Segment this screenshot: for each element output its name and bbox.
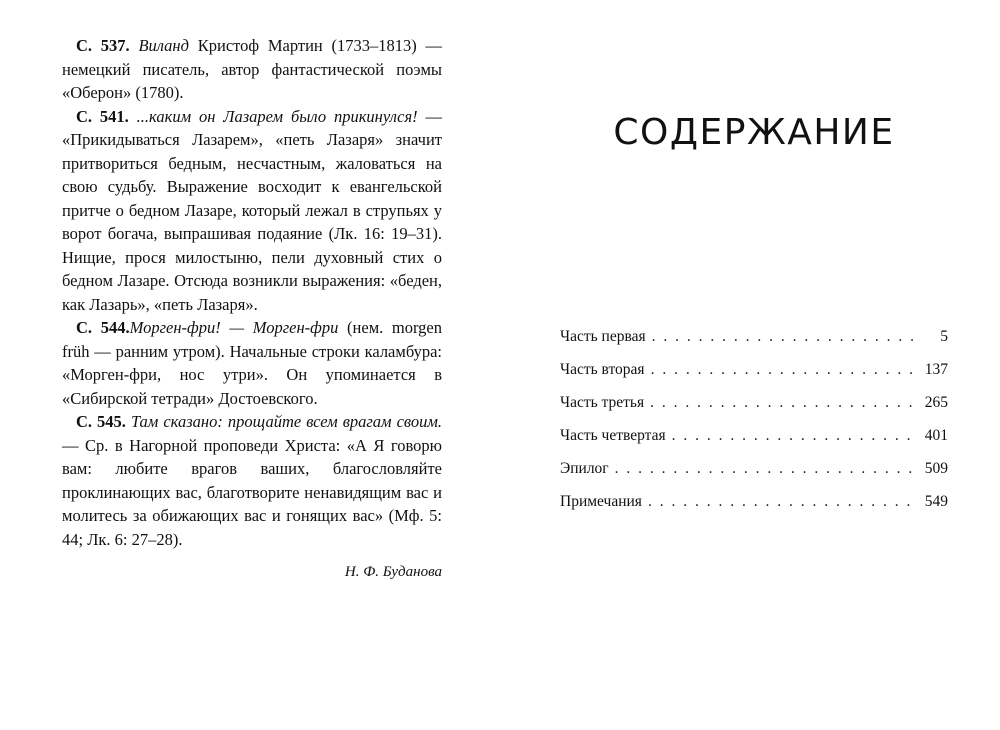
toc-entry-label: Примечания: [560, 493, 642, 510]
note-text: — «Прикидываться Лазарем», «петь Лазаря» значит притвориться бедным, несчастным, жаловаться на свою судьбу. Выражение восходит к евангельской притче о бедном Лазаре, который лежал в струпьях у ворот богача, выпрашивая подаяние (Лк. 16: 19–31). Нищие, прося милостыню, пели духовный стих о бедном Лазаре. Отсюда возникли выражения: «беден, как Лазарь», «петь Лазаря».: [62, 106, 442, 314]
note-italic: Морген-фри! — Морген-фри: [129, 318, 339, 337]
note-text: (нем. morgen früh — ранним утром). Начальные строки каламбура: «Морген-фри, нос утри». Он упоминается в «Сибирской тетради» Достоевского.: [62, 318, 443, 408]
toc-entry-page: 137: [924, 361, 948, 378]
signature: Н. Ф. Буданова: [344, 564, 442, 580]
toc-entry[interactable]: [560, 493, 948, 526]
note-ref: С. 545.: [76, 412, 126, 431]
notes-page: [62, 34, 442, 585]
toc-list: [560, 328, 948, 526]
toc-entry-label: Эпилог: [560, 460, 609, 477]
note-ref: С. 544.: [76, 318, 130, 337]
toc-leader-dots: [672, 427, 914, 445]
toc-leader-dots: [652, 328, 914, 346]
note-537: [62, 34, 442, 105]
toc-entry[interactable]: [560, 460, 948, 493]
toc-entry[interactable]: [560, 394, 948, 427]
toc-entry-page: 5: [940, 328, 948, 345]
note-544: [62, 316, 442, 410]
toc-leader-dots: [651, 361, 914, 379]
toc-entry-page: 549: [924, 493, 948, 510]
toc-entry-page: 401: [924, 427, 948, 444]
note-ref: С. 537.: [76, 36, 130, 55]
note-text: Кристоф Мартин (1733–1813) — немецкий писатель, автор фантастической поэмы «Оберон» (1780).: [62, 36, 443, 102]
note-text: — Ср. в Нагорной проповеди Христа: «А Я говорю вам: любите врагов ваших, благословляйте проклинающих вас, благотворите ненавидящим вас и молитесь за обижающих вас и гонящих вас» (Мф. 5: 44; Лк. 6: 27–28).: [62, 435, 442, 549]
note-italic: Виланд: [138, 36, 189, 55]
note-ref: С. 541.: [76, 106, 129, 126]
toc-entry-label: Часть первая: [560, 328, 646, 345]
note-italic: Там сказано: прощайте всем врагам своим.: [125, 412, 443, 431]
toc-entry-label: Часть четвертая: [560, 427, 666, 444]
toc-entry[interactable]: [560, 361, 948, 394]
toc-entry[interactable]: [560, 328, 948, 361]
note-545: [62, 410, 442, 551]
note-italic: ...каким он Лазарем было прикинулся!: [128, 106, 418, 126]
toc-entry[interactable]: [560, 427, 948, 460]
toc-entry-page: 509: [924, 460, 948, 477]
toc-entry-page: 265: [924, 394, 948, 411]
note-541: [62, 105, 442, 317]
toc-entry-label: Часть третья: [560, 394, 645, 411]
contents-page: [560, 0, 948, 730]
toc-leader-dots: [650, 394, 914, 412]
toc-entry-label: Часть вторая: [560, 361, 645, 378]
toc-leader-dots: [615, 460, 914, 478]
page-title: СОДЕРЖАНИЕ: [613, 112, 895, 153]
toc-leader-dots: [648, 493, 914, 511]
